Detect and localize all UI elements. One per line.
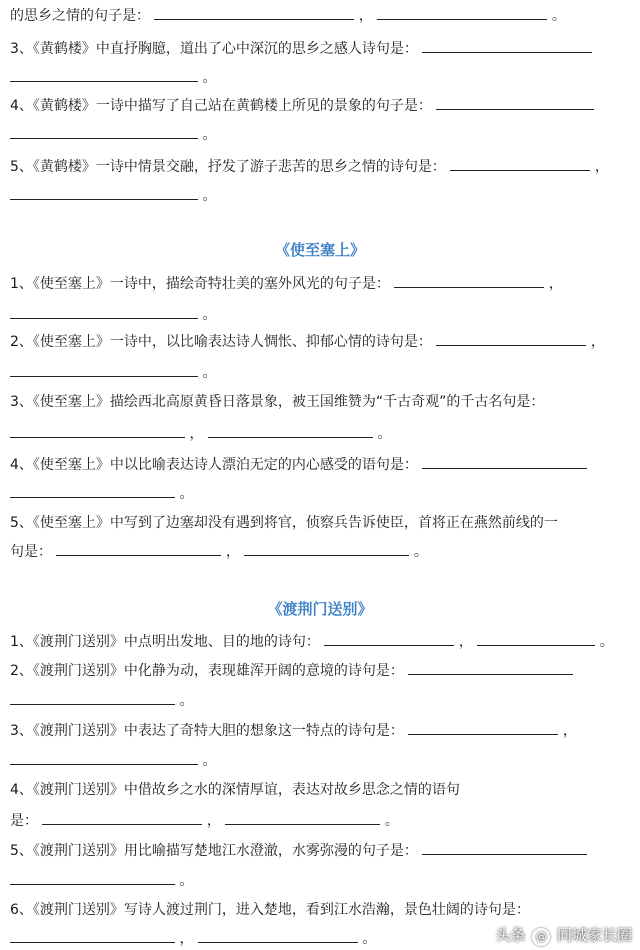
s3-q5-line — [10, 840, 630, 861]
question-text: 2、《使至塞上》一诗中，以比喻表达诗人惆怅、抑郁心情的诗句是： — [10, 334, 432, 350]
period: 。 — [202, 70, 217, 86]
answer-blank[interactable] — [394, 273, 544, 288]
s3-q3-answer-line — [10, 750, 630, 771]
q2-line — [10, 5, 630, 26]
period: 。 — [202, 307, 217, 323]
answer-blank[interactable] — [10, 304, 198, 319]
period: 。 — [179, 693, 194, 709]
answer-blank[interactable] — [42, 810, 202, 825]
comma: ， — [358, 8, 373, 24]
period: 。 — [179, 486, 194, 502]
answer-blank[interactable] — [225, 810, 380, 825]
answer-blank[interactable] — [436, 331, 586, 346]
answer-blank[interactable] — [154, 5, 354, 20]
answer-blank[interactable] — [10, 423, 185, 438]
q4-answer-line — [10, 124, 630, 145]
s2-q1-line — [10, 273, 630, 294]
answer-blank[interactable] — [244, 541, 409, 556]
answer-blank[interactable] — [408, 660, 573, 675]
s2-q4-answer-line — [10, 483, 630, 504]
answer-blank[interactable] — [10, 362, 198, 377]
answer-blank[interactable] — [408, 720, 558, 735]
question-text: 3、《使至塞上》描绘西北高原黄昏日落景象，被王国维赞为“千古奇观”的千古名句是： — [10, 394, 545, 410]
period: 。 — [551, 8, 566, 24]
s3-q5-answer-line — [10, 870, 630, 891]
comma: ， — [225, 544, 240, 560]
q4-line — [10, 95, 630, 116]
q3-answer-line — [10, 67, 630, 88]
s2-q2-answer-line — [10, 362, 630, 383]
question-text: 5、《渡荆门送别》用比喻描写楚地江水澄澈，水雾弥漫的句子是： — [10, 843, 418, 859]
answer-blank[interactable] — [56, 541, 221, 556]
answer-blank[interactable] — [450, 156, 590, 171]
question-text: 6、《渡荆门送别》写诗人渡过荆门，进入楚地，看到江水浩瀚，景色壮阔的诗句是： — [10, 902, 530, 918]
q5-line — [10, 156, 630, 177]
question-text: 4、《使至塞上》中以比喻表达诗人漂泊无定的内心感受的语句是： — [10, 457, 418, 473]
comma: ， — [562, 723, 577, 739]
period: 。 — [202, 753, 217, 769]
watermark — [495, 924, 632, 946]
period: 。 — [362, 931, 377, 947]
answer-blank[interactable] — [10, 690, 175, 705]
s3-q4-answer-line — [10, 810, 630, 831]
answer-blank[interactable] — [10, 124, 198, 139]
period: 。 — [202, 365, 217, 381]
question-text: 句是： — [10, 544, 52, 560]
question-text: 4、《渡荆门送别》中借故乡之水的深情厚谊，表达对故乡思念之情的语句 — [10, 782, 460, 798]
s2-q3-answer-line — [10, 423, 630, 444]
answer-blank[interactable] — [377, 5, 547, 20]
s2-q1-answer-line — [10, 304, 630, 325]
answer-blank[interactable] — [422, 454, 587, 469]
at-icon: @ — [532, 928, 550, 946]
s2-q3-line — [10, 392, 630, 412]
period: 。 — [202, 127, 217, 143]
section-title-shizhisaishang: 《使至塞上》 — [274, 241, 365, 259]
q5-answer-line — [10, 185, 630, 206]
s2-q4-line — [10, 454, 630, 475]
s3-q3-line — [10, 720, 630, 741]
answer-blank[interactable] — [10, 750, 198, 765]
answer-blank[interactable] — [324, 631, 454, 646]
question-text: 5、《黄鹤楼》一诗中情景交融，抒发了游子悲苦的思乡之情的诗句是： — [10, 159, 446, 175]
answer-blank[interactable] — [198, 928, 358, 943]
q3-line — [10, 38, 630, 59]
question-text: 1、《使至塞上》一诗中，描绘奇特壮美的塞外风光的句子是： — [10, 276, 390, 292]
comma: ， — [189, 426, 204, 442]
comma: ， — [206, 813, 221, 829]
answer-blank[interactable] — [10, 185, 198, 200]
answer-blank[interactable] — [10, 67, 198, 82]
comma: ， — [590, 334, 605, 350]
s3-q4-line — [10, 780, 630, 800]
answer-blank[interactable] — [436, 95, 594, 110]
s3-q6-line — [10, 900, 630, 920]
period: 。 — [179, 873, 194, 889]
s2-q5-line — [10, 513, 630, 533]
watermark-name: 同城家长圈 — [556, 926, 632, 944]
comma: ， — [179, 931, 194, 947]
comma: ， — [594, 159, 609, 175]
answer-blank[interactable] — [477, 631, 595, 646]
comma: ， — [458, 634, 473, 650]
s3-q2-line — [10, 660, 630, 681]
section-title-dujingmensongbie: 《渡荆门送别》 — [267, 600, 373, 618]
period: 。 — [413, 544, 428, 560]
period: 。 — [202, 188, 217, 204]
period: 。 — [384, 813, 399, 829]
question-text: 1、《渡荆门送别》中点明出发地、目的地的诗句： — [10, 634, 320, 650]
question-text: 3、《黄鹤楼》中直抒胸臆，道出了心中深沉的思乡之感人诗句是： — [10, 41, 418, 57]
answer-blank[interactable] — [422, 840, 587, 855]
question-text: 5、《使至塞上》中写到了边塞却没有遇到将官，侦察兵告诉使臣，首将正在燕然前线的一 — [10, 515, 558, 531]
answer-blank[interactable] — [10, 928, 175, 943]
s3-q2-answer-line — [10, 690, 630, 711]
answer-blank[interactable] — [208, 423, 373, 438]
period: 。 — [599, 634, 614, 650]
question-text: 的思乡之情的句子是： — [10, 8, 150, 24]
question-text: 2、《渡荆门送别》中化静为动，表现雄浑开阔的意境的诗句是： — [10, 663, 404, 679]
s3-q1-line — [10, 631, 630, 652]
question-text: 4、《黄鹤楼》一诗中描写了自己站在黄鹤楼上所见的景象的句子是： — [10, 98, 432, 114]
answer-blank[interactable] — [422, 38, 592, 53]
answer-blank[interactable] — [10, 483, 175, 498]
s2-q5-answer-line — [10, 541, 630, 562]
question-text: 是： — [10, 813, 38, 829]
question-text: 3、《渡荆门送别》中表达了奇特大胆的想象这一特点的诗句是： — [10, 723, 404, 739]
s2-q2-line — [10, 331, 630, 352]
comma: ， — [548, 276, 563, 292]
watermark-prefix: 头条 — [495, 926, 526, 944]
period: 。 — [377, 426, 392, 442]
answer-blank[interactable] — [10, 870, 175, 885]
